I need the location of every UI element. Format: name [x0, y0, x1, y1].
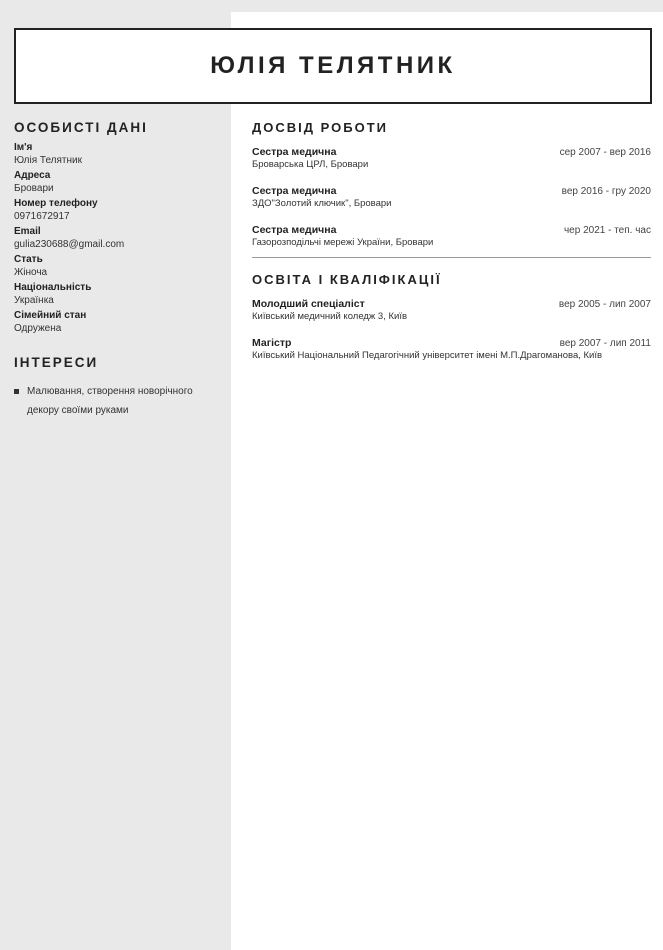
- field-label: Стать: [14, 254, 43, 265]
- field-phone: [14, 198, 219, 223]
- field-label: Національність: [14, 282, 92, 293]
- field-label: Адреса: [14, 170, 51, 181]
- section-divider: [252, 257, 651, 258]
- job-place: ЗДО"Золотий ключик", Бровари: [252, 198, 392, 209]
- field-name: [14, 142, 219, 167]
- job-title: Сестра медична: [252, 224, 337, 236]
- job-title: Сестра медична: [252, 146, 337, 158]
- job-title: Сестра медична: [252, 185, 337, 197]
- education-place: Київський медичний коледж 3, Київ: [252, 311, 408, 322]
- field-label: Сімейний стан: [14, 310, 87, 321]
- work-entry: [252, 146, 651, 171]
- job-place: Броварська ЦРЛ, Бровари: [252, 159, 369, 170]
- education-entry: [252, 298, 651, 323]
- field-gender: [14, 254, 219, 279]
- work-section-title: ДОСВІД РОБОТИ: [252, 120, 388, 135]
- personal-details: [14, 142, 219, 335]
- right-column: [252, 120, 651, 362]
- job-dates: вер 2016 - гру 2020: [561, 186, 651, 197]
- field-value: 0971672917: [14, 211, 70, 222]
- full-name: ЮЛІЯ ТЕЛЯТНИК: [210, 52, 456, 79]
- education-list: [252, 298, 651, 362]
- left-column: [14, 120, 219, 420]
- field-email: [14, 226, 219, 251]
- job-dates: чер 2021 - теп. час: [563, 225, 651, 236]
- field-value: gulia230688@gmail.com: [14, 239, 125, 250]
- work-entry: [252, 185, 651, 210]
- education-section-title: ОСВІТА І КВАЛІФІКАЦІЇ: [252, 272, 442, 287]
- name-header: [14, 28, 652, 104]
- education-entry: [252, 337, 651, 362]
- field-marital-status: [14, 310, 219, 335]
- field-value: Жіноча: [14, 267, 48, 278]
- field-label: Ім'я: [14, 142, 33, 153]
- interest-text: Малювання, створення новорічного декору своїми руками: [27, 386, 193, 416]
- interests-section-title: ІНТЕРЕСИ: [14, 355, 99, 370]
- work-list: [252, 146, 651, 249]
- field-value: Бровари: [14, 183, 54, 194]
- job-dates: сер 2007 - вер 2016: [559, 147, 651, 158]
- education-dates: вер 2007 - лип 2011: [559, 338, 651, 349]
- field-label: Email: [14, 226, 41, 237]
- field-nationality: [14, 282, 219, 307]
- work-entry: [252, 224, 651, 249]
- field-value: Одружена: [14, 323, 62, 334]
- education-place: Київський Національний Педагогічний університет імені М.П.Драгоманова, Київ: [252, 350, 603, 361]
- top-strip: [0, 0, 663, 12]
- degree-title: Молодший спеціаліст: [252, 298, 365, 310]
- degree-title: Магістр: [252, 337, 292, 349]
- personal-section-title: ОСОБИСТІ ДАНІ: [14, 120, 148, 135]
- field-value: Юлія Телятник: [14, 155, 82, 166]
- interest-item: [14, 382, 219, 420]
- bullet-icon: [14, 389, 19, 394]
- field-address: [14, 170, 219, 195]
- education-dates: вер 2005 - лип 2007: [558, 299, 651, 310]
- field-value: Українка: [14, 295, 54, 306]
- job-place: Газорозподільчі мережі України, Бровари: [252, 237, 434, 248]
- field-label: Номер телефону: [14, 198, 98, 209]
